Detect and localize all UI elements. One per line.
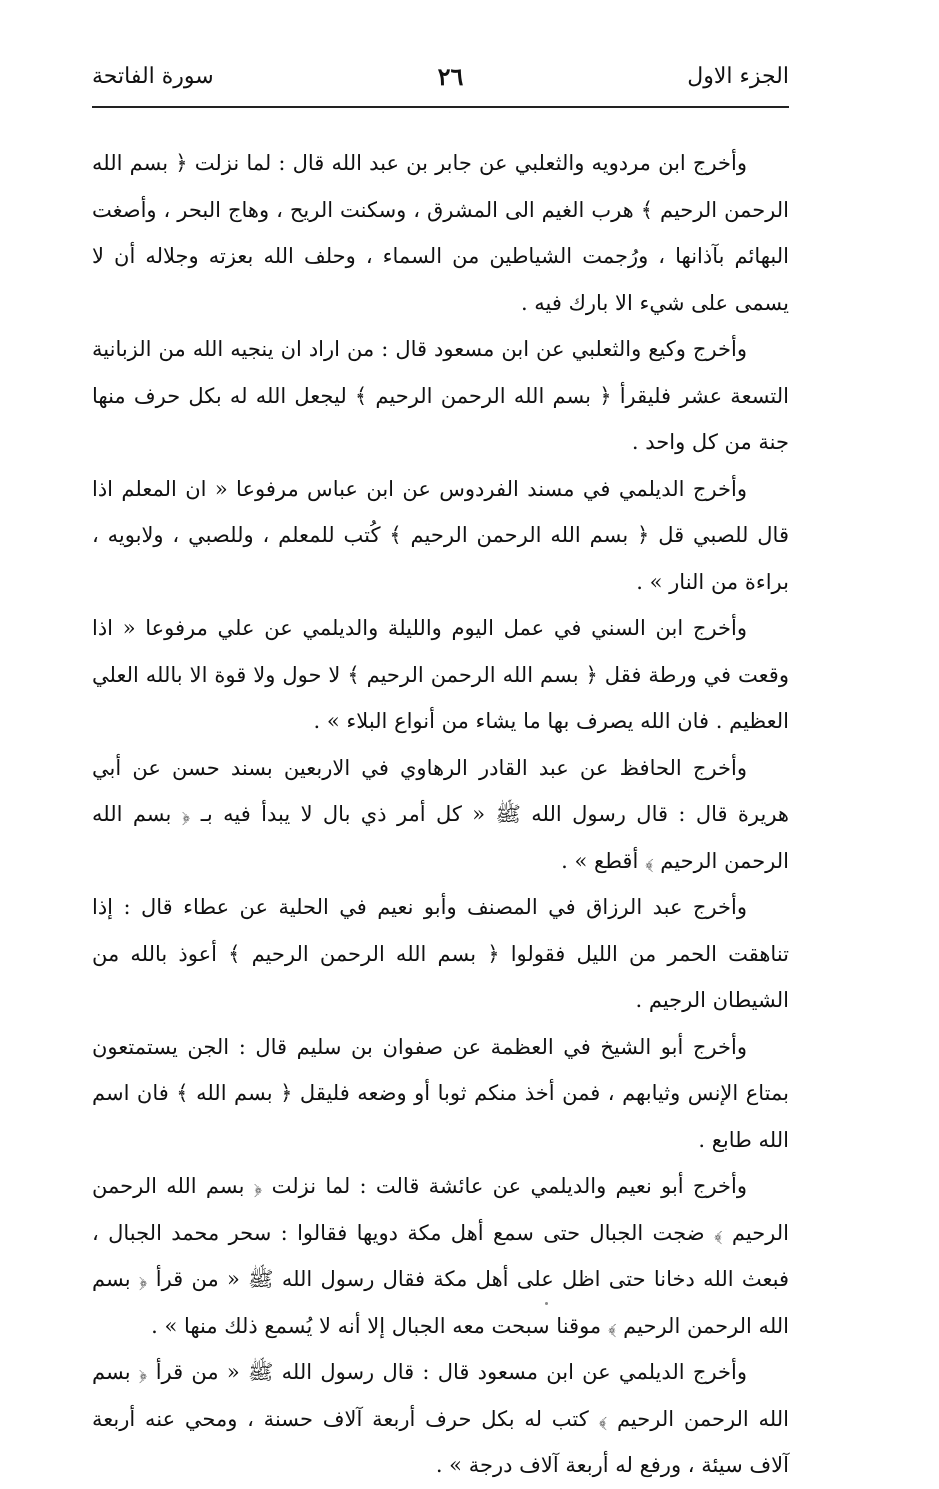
body-text <box>92 140 789 1489</box>
scan-speck <box>545 1302 548 1305</box>
paragraph: وأخرج عبد الرزاق في المصنف وأبو نعيم في الحلية عن عطاء قال : إذا تناهقت الحمر من الليل فقولوا ﴿ بسم الله الرحمن الرحيم ﴾ أعوذ بالله من الشيطان الرجيم . <box>92 895 789 1012</box>
paragraph: وأخرج أبو الشيخ في العظمة عن صفوان بن سليم قال : الجن يستمتعون بمتاع الإنس وثيابهم ، فمن أخذ منكم ثوبا أو وضعه فليقل ﴿ بسم الله ﴾ فان اسم الله طابع . <box>92 1034 789 1152</box>
paragraph: وأخرج الديلمي عن ابن مسعود قال : قال رسول الله ﷺ « من قرأ ﴿ بسم الله الرحمن الرحيم ﴾ كتب له بكل حرف أربعة آلاف حسنة ، ومحي عنه أربعة آلاف سيئة ، ورفع له أربعة آلاف درجة » . <box>92 1360 789 1477</box>
paragraph: وأخرج الديلمي في مسند الفردوس عن ابن عباس مرفوعا « ان المعلم اذا قال للصبي قل ﴿ بسم الله الرحمن الرحيم ﴾ كُتب للمعلم ، وللصبي ، ولابويه ، براءة من النار » . <box>92 476 789 594</box>
paragraph: وأخرج أبو نعيم والديلمي عن عائشة قالت : لما نزلت ﴿ بسم الله الرحمن الرحيم ﴾ ضجت الجبال حتى سمع أهل مكة دويها فقالوا : سحر محمد الجبال ، فبعث الله دخانا حتى اظل على أهل مكة فقال رسول الله ﷺ « من قرأ ﴿ بسم الله الرحمن الرحيم ﴾ موقنا سبحت معه الجبال إلا أنه لا يُسمع ذلك منها » . <box>92 1174 789 1338</box>
paragraph: وأخرج الحافظ عن عبد القادر الرهاوي في الاربعين بسند حسن عن أبي هريرة قال : قال رسول الله ﷺ « كل أمر ذي بال لا يبدأ فيه بـ ﴿ بسم الله الرحمن الرحيم ﴾ أقطع » . <box>92 755 789 873</box>
page-number: ٢٦ <box>437 61 464 91</box>
paragraph: وأخرج ابن مردويه والثعلبي عن جابر بن عبد الله قال : لما نزلت ﴿ بسم الله الرحمن الرحيم ﴾ هرب الغيم الى المشرق ، وسكنت الريح ، وهاج البحر ، وأصغت البهائم بآذانها ، ورُجمت الشياطين من السماء ، وحلف الله بعزته وجلاله أن لا يسمى على شيء الا بارك فيه . <box>92 151 789 315</box>
header-rule <box>92 106 789 108</box>
running-header <box>92 58 789 94</box>
paragraph: وأخرج ابن السني في عمل اليوم والليلة والديلمي عن علي مرفوعا « اذا وقعت في ورطة فقل ﴿ بسم الله الرحمن الرحيم ﴾ لا حول ولا قوة الا بالله العلي العظيم . فان الله يصرف بها ما يشاء من أنواع البلاء » . <box>92 616 789 733</box>
surah-label: سورة الفاتحة <box>92 63 214 89</box>
paragraph: وأخرج وكيع والثعلبي عن ابن مسعود قال : من اراد ان ينجيه الله من الزبانية التسعة عشر فليقرأ ﴿ بسم الله الرحمن الرحيم ﴾ ليجعل الله له بكل حرف منها جنة من كل واحد . <box>92 337 789 454</box>
volume-label: الجزء الاول <box>687 63 789 89</box>
